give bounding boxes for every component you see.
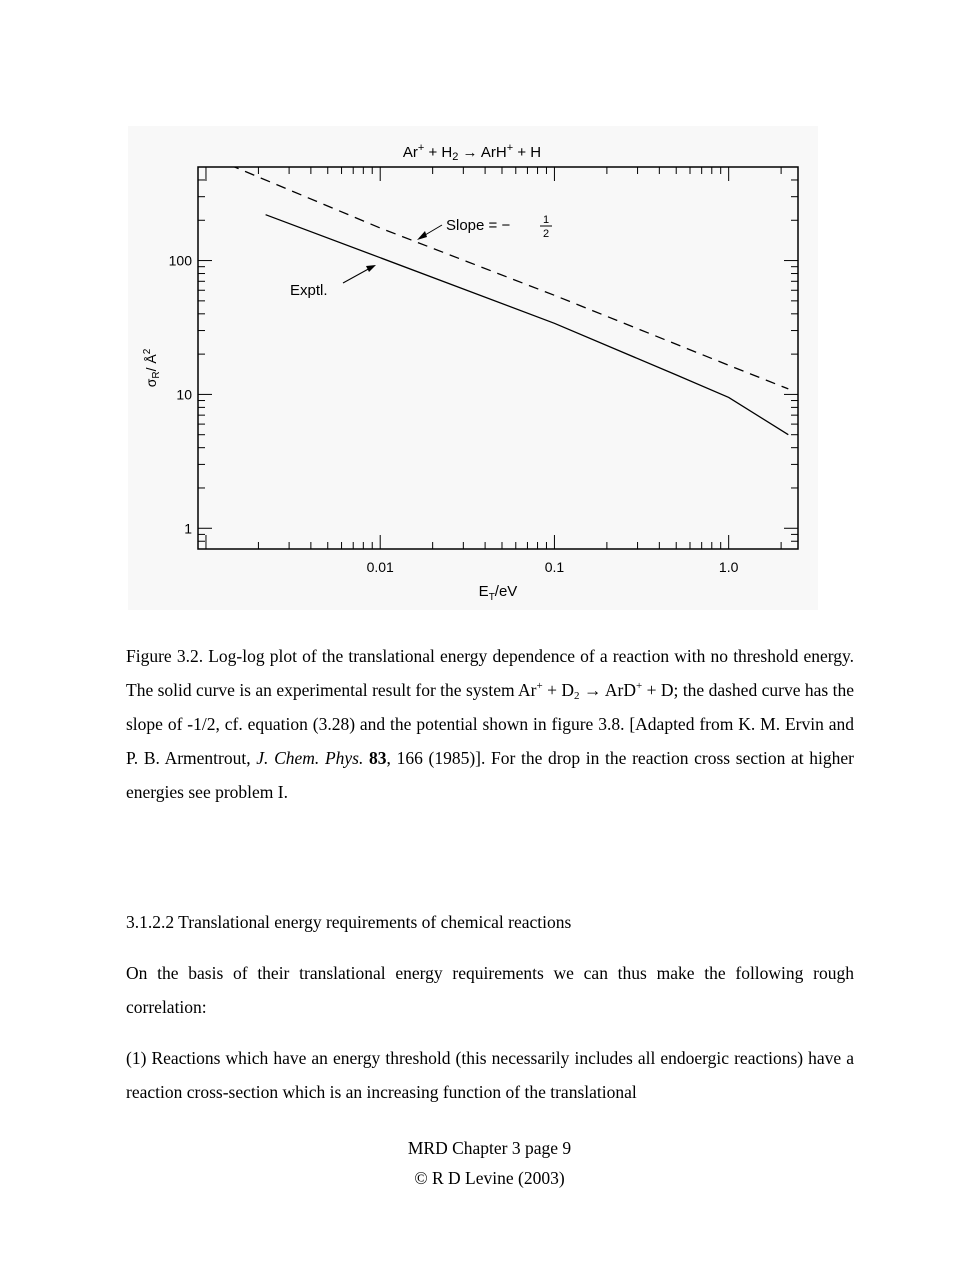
caption-equation: $Ar^+ + D_2 \to ArD^+ + D$ xyxy=(518,680,674,702)
exptl-annotation: Exptl. xyxy=(290,282,328,299)
slope-fraction-numerator: 1 xyxy=(542,214,550,226)
caption-lead: Figure 3.2. Log-log plot of the translational energy dependence of a reaction with no threshold energy. The solid curve is an experimental result for the system xyxy=(126,646,854,700)
log-log-chart xyxy=(128,126,818,610)
caption-journal: J. Chem. Phys. xyxy=(256,748,364,768)
section-heading: 3.1.2.2 Translational energy requirements of chemical reactions xyxy=(126,912,572,932)
x-axis-label: $E_T/eV$ xyxy=(478,583,518,603)
figure-caption xyxy=(126,639,854,809)
paragraph-1: On the basis of their translational energy requirements we can thus make the following rough correlation: xyxy=(126,963,854,1017)
x-tick-label: 0.1 xyxy=(544,559,565,575)
caption-volume: 83 xyxy=(369,748,387,768)
x-tick-label: 1.0 xyxy=(718,559,739,575)
footer-copyright: © R D Levine (2003) xyxy=(414,1168,565,1188)
slope-fraction-denominator: 2 xyxy=(542,228,550,240)
caption-tail: , 166 (1985)]. For the drop in the reaction cross section at higher energies see problem I. xyxy=(126,748,854,802)
chart-title: $Ar^+ + H_2 \to ArH^+ + H$ xyxy=(402,142,542,163)
y-tick-label: 10 xyxy=(176,386,192,403)
y-axis-label: $\sigma_R/$ $Å^2$ xyxy=(142,348,162,388)
x-tick-label: 0.01 xyxy=(366,559,394,575)
y-tick-label: 1 xyxy=(184,520,192,537)
footer-chapter: MRD Chapter 3 page 9 xyxy=(407,1138,572,1158)
figure xyxy=(128,126,818,610)
slope-annotation: Slope = − xyxy=(446,217,511,234)
paragraph-2: (1) Reactions which have an energy threshold (this necessarily includes all endoergic reactions) have a reaction cross-section which is an increasing function of the translational xyxy=(126,1048,854,1102)
y-tick-label: 100 xyxy=(168,252,192,269)
caption-after-equation: ; the dashed curve has the slope of -1/2, cf. equation (3.28) and the potential shown in figure 3.8. [Adapted from K. M. Ervin and P. B. Armentrout, xyxy=(126,680,854,768)
